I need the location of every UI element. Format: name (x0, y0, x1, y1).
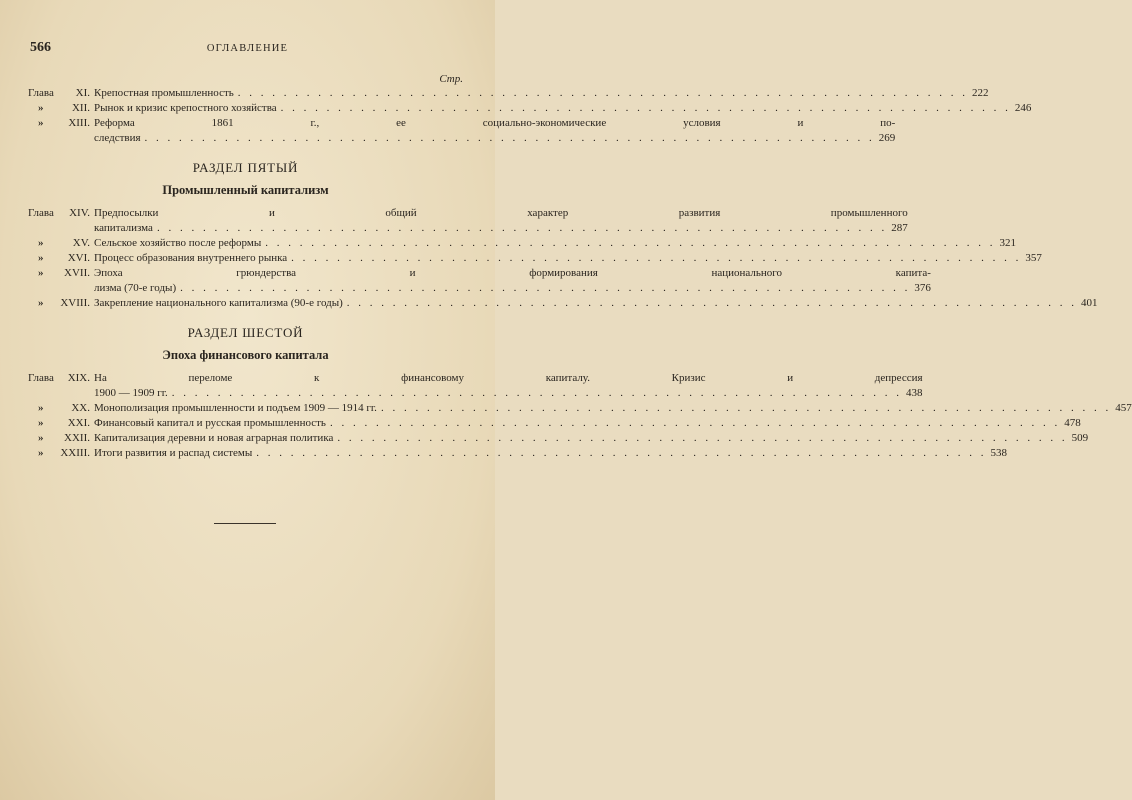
ditto-mark: » (38, 117, 44, 129)
chapter-number: XVII. (64, 267, 90, 279)
title-line-with-page (94, 416, 1081, 431)
chapter-title (90, 116, 895, 146)
toc-entry (28, 296, 1098, 311)
dot-leader (157, 221, 887, 236)
chapter-title (90, 431, 1088, 446)
toc-entry (28, 206, 908, 236)
title-line-with-page (94, 401, 1132, 416)
page-ref: 509 (1071, 432, 1089, 444)
title-line-with-page (94, 296, 1098, 311)
page-ref: 478 (1064, 417, 1081, 429)
dot-leader (347, 296, 1077, 311)
ditto-mark: » (38, 402, 44, 414)
page-ref: 287 (891, 222, 908, 234)
title-line-with-page (94, 446, 1007, 461)
page-column-label: Стр. (439, 73, 463, 85)
page-ref: 376 (914, 282, 931, 294)
chapter-number: XV. (72, 237, 90, 249)
chapter-prefix: Глава (28, 207, 54, 219)
title-line: Реформа 1861 г., ее социально-экономические условия и по- (94, 117, 896, 129)
title-line: Эпоха грюндерства и формирования национального капита- (94, 267, 931, 279)
title-text: Рынок и кризис крепостного хозяйства (94, 102, 277, 114)
page-ref: 222 (972, 87, 989, 99)
dot-leader (265, 236, 995, 251)
toc-entry (28, 371, 923, 401)
toc-group-2 (28, 206, 1098, 311)
chapter-title (90, 266, 931, 296)
page-number: 566 (30, 40, 51, 55)
toc-entry (28, 431, 1089, 446)
page-ref: 438 (906, 387, 923, 399)
chapter-number: XXIII. (60, 447, 90, 459)
ditto-mark: » (38, 252, 44, 264)
dot-leader (381, 401, 1111, 416)
chapter-number: XXII. (64, 432, 90, 444)
ditto-mark: » (38, 447, 44, 459)
title-line-with-page (94, 221, 908, 236)
chapter-title (90, 401, 1132, 416)
chapter-title (90, 101, 1031, 116)
ditto-mark: » (38, 432, 44, 444)
page-ref: 538 (990, 447, 1008, 459)
chapter-number: XII. (71, 102, 90, 114)
toc-entry (28, 266, 931, 296)
dot-leader (330, 416, 1060, 431)
title-text: Финансовый капитал и русская промышленность (94, 417, 326, 429)
page-ref: 269 (878, 132, 896, 144)
title-text: лизма (70-е годы) (94, 282, 177, 294)
end-rule (214, 523, 276, 524)
toc-entry (28, 251, 1042, 266)
dot-leader (256, 446, 986, 461)
page-ref: 321 (999, 237, 1016, 249)
chapter-number: XVIII. (60, 297, 90, 309)
chapter-title (90, 86, 989, 101)
section-subtitle-6: Эпоха финансового капитала (162, 348, 329, 362)
section-title-5: РАЗДЕЛ ПЯТЫЙ (192, 160, 299, 175)
title-line-with-page (94, 281, 931, 296)
dot-leader (281, 101, 1011, 116)
toc-entry (28, 236, 1016, 251)
toc-entry (28, 416, 1081, 431)
title-text: Закрепление национального капитализма (90-е годы) (94, 297, 343, 309)
toc-entry (28, 446, 1008, 461)
chapter-prefix: Глава (28, 372, 54, 384)
title-line-with-page (94, 386, 923, 401)
title-text: Сельское хозяйство после реформы (94, 237, 262, 249)
table-of-contents (28, 72, 1132, 461)
chapter-title (90, 371, 923, 401)
chapter-number: XVI. (67, 252, 90, 264)
page-ref: 457 (1115, 402, 1132, 414)
title-text: следствия (94, 132, 141, 144)
dot-leader (291, 251, 1021, 266)
chapter-number: XX. (71, 402, 90, 414)
title-text: Монополизация промышленности и подъем 1909 — 1914 гг. (94, 402, 377, 414)
title-line-with-page (94, 131, 895, 146)
ditto-mark: » (38, 297, 44, 309)
running-title: ОГЛАВЛЕНИЕ (206, 43, 289, 54)
chapter-title (90, 206, 908, 236)
chapter-number: XIV. (69, 207, 90, 219)
chapter-number: XXI. (67, 417, 90, 429)
ditto-mark: » (38, 102, 44, 114)
dot-leader (145, 131, 875, 146)
chapter-prefix: Глава (28, 87, 54, 99)
section-title-6: РАЗДЕЛ ШЕСТОЙ (187, 325, 304, 340)
chapter-title (90, 236, 1016, 251)
chapter-title (90, 251, 1042, 266)
title-text: Процесс образования внутреннего рынка (94, 252, 288, 264)
title-line: На переломе к финансовому капиталу. Кризис и депрессия (94, 372, 923, 384)
dot-leader (172, 386, 902, 401)
ditto-mark: » (38, 267, 44, 279)
toc-group-3 (28, 371, 1132, 461)
chapter-title (90, 296, 1098, 311)
toc-group-1 (28, 86, 1032, 146)
title-text: 1900 — 1909 гг. (94, 387, 168, 399)
chapter-number: XIII. (68, 117, 90, 129)
title-line-with-page (94, 431, 1088, 446)
title-line: Предпосылки и общий характер развития промышленного (94, 207, 908, 219)
dot-leader (238, 86, 968, 101)
dot-leader (180, 281, 910, 296)
title-line-with-page (94, 236, 1016, 251)
page-ref: 357 (1025, 252, 1042, 264)
toc-entry (28, 116, 896, 146)
chapter-title (90, 446, 1007, 461)
title-text: капитализма (94, 222, 153, 234)
page-header (30, 40, 465, 58)
chapter-number: XIX. (67, 372, 90, 384)
page-ref: 401 (1081, 297, 1098, 309)
title-text: Крепостная промышленность (94, 87, 234, 99)
ditto-mark: » (38, 237, 44, 249)
chapter-number: XI. (75, 87, 90, 99)
chapter-title (90, 416, 1081, 431)
title-line-with-page (94, 251, 1042, 266)
title-line-with-page (94, 86, 989, 101)
page-ref: 246 (1014, 102, 1032, 114)
ditto-mark: » (38, 417, 44, 429)
toc-entry (28, 101, 1032, 116)
toc-entry (28, 86, 989, 101)
section-subtitle-5: Промышленный капитализм (162, 183, 329, 197)
dot-leader (337, 431, 1067, 446)
title-text: Итоги развития и распад системы (94, 447, 253, 459)
title-text: Капитализация деревни и новая аграрная политика (94, 432, 334, 444)
title-line-with-page (94, 101, 1031, 116)
toc-entry (28, 401, 1132, 416)
